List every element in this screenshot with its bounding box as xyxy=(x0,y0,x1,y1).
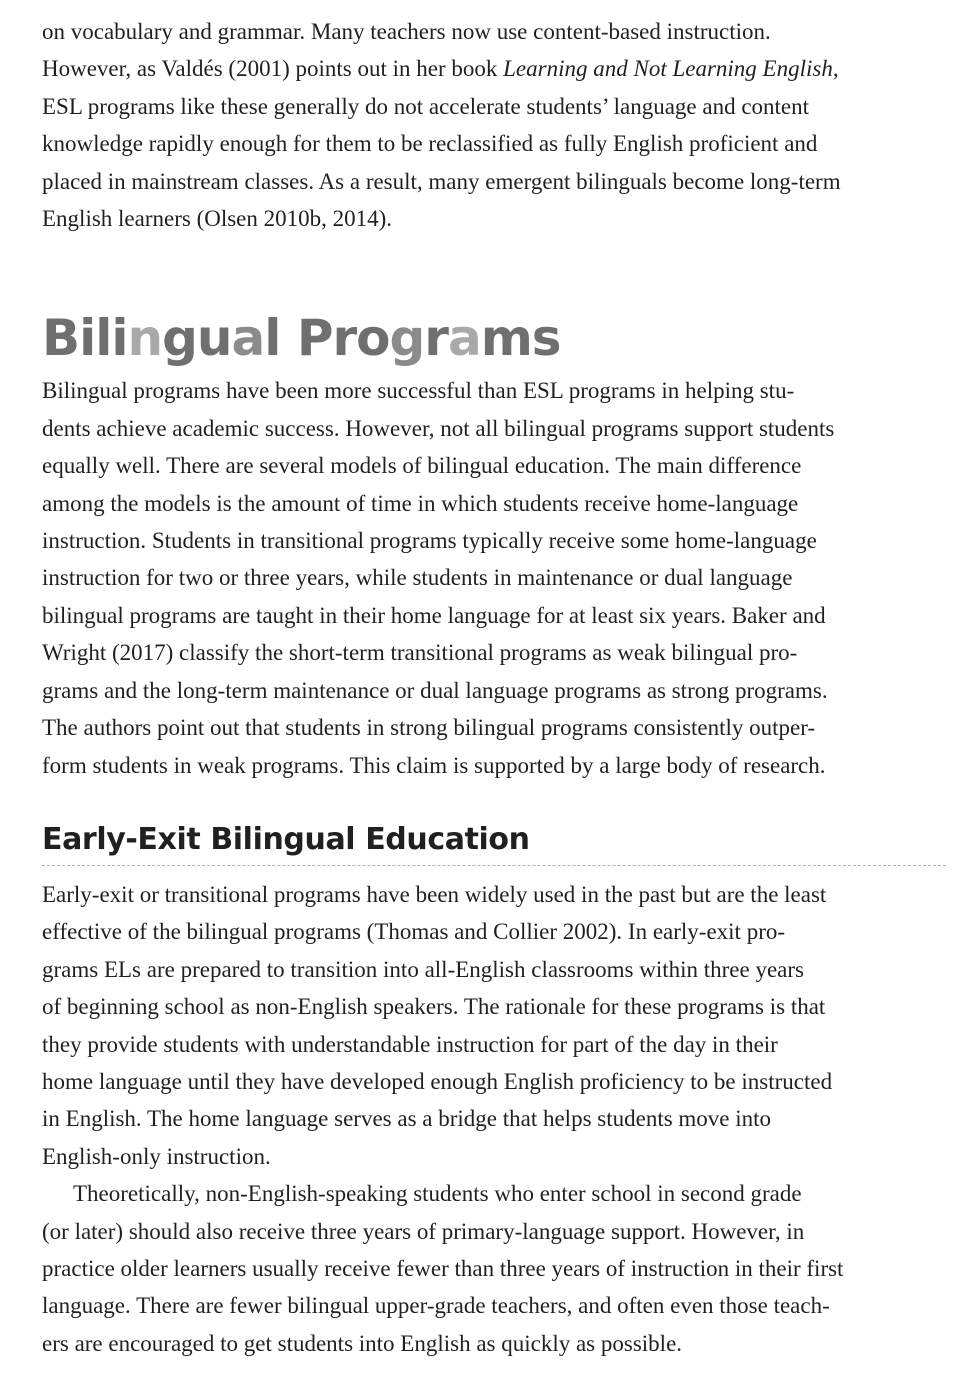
text-line: bilingual programs are taught in their home language for at least six years. Baker and xyxy=(42,602,826,628)
intro-paragraph xyxy=(42,13,946,237)
text-line xyxy=(42,50,946,87)
text-line: placed in mainstream classes. As a result, many emergent bilinguals become long-term xyxy=(42,168,841,194)
subsection-heading: Early-Exit Bilingual Education xyxy=(42,821,530,857)
text-line: language. There are fewer bilingual upper-grade teachers, and often even those teach- xyxy=(42,1293,830,1319)
text-line: instruction for two or three years, while students in maintenance or dual language xyxy=(42,565,793,591)
text-line: practice older learners usually receive fewer than three years of instruction in their first xyxy=(42,1255,844,1281)
heading-part: Bili xyxy=(42,309,128,368)
text-line: Theoretically, non-English-speaking students who enter school in second grade xyxy=(73,1181,802,1207)
text-line: knowledge rapidly enough for them to be reclassified as fully English proficient and xyxy=(42,131,818,157)
text-line: of beginning school as non-English speakers. The rationale for these programs is that xyxy=(42,994,826,1020)
text-line: grams and the long-term maintenance or dual language programs as strong programs. xyxy=(42,677,828,703)
heading-part: a xyxy=(231,309,265,368)
heading-divider xyxy=(42,865,946,866)
document-page xyxy=(42,13,946,1362)
text-line: ESL programs like these generally do not accelerate students’ language and content xyxy=(42,93,810,119)
text-line: (or later) should also receive three years of primary-language support. However, in xyxy=(42,1218,805,1244)
book-title: Learning and Not Learning English xyxy=(503,56,833,82)
heading-part: l Pro xyxy=(264,309,390,368)
text-line: English learners (Olsen 2010b, 2014). xyxy=(42,206,393,232)
heading-part: gu xyxy=(162,309,232,368)
text-line: instruction. Students in transitional programs typically receive some home-language xyxy=(42,528,817,554)
text-line: home language until they have developed enough English proficiency to be instructed xyxy=(42,1068,833,1094)
text-line: grams ELs are prepared to transition into all-English classrooms within three years xyxy=(42,956,804,982)
heading-part: g xyxy=(389,309,425,368)
early-exit-paragraph-continued xyxy=(42,1175,946,1362)
heading-part: ms xyxy=(480,309,561,368)
text-line: among the models is the amount of time in which students receive home-language xyxy=(42,490,799,516)
text-line: Early-exit or transitional programs have been widely used in the past but are the least xyxy=(42,881,827,907)
bilingual-programs-paragraph xyxy=(42,372,946,783)
text-segment: , xyxy=(832,56,839,82)
text-line: The authors point out that students in strong bilingual programs consistently outper- xyxy=(42,715,816,741)
text-segment: However, as Valdés (2001) points out in her book xyxy=(42,56,504,82)
early-exit-paragraph xyxy=(42,876,946,1175)
text-line: Bilingual programs have been more successful than ESL programs in helping stu- xyxy=(42,378,795,404)
text-line: Wright (2017) classify the short-term transitional programs as weak bilingual pro- xyxy=(42,640,798,666)
text-line: equally well. There are several models of bilingual education. The main difference xyxy=(42,453,802,479)
heading-part: n xyxy=(127,309,163,368)
text-line: ers are encouraged to get students into English as quickly as possible. xyxy=(42,1330,683,1356)
text-line: English-only instruction. xyxy=(42,1143,271,1169)
heading-part: a xyxy=(447,309,481,368)
heading-part: r xyxy=(424,309,448,368)
text-line: dents achieve academic success. However, not all bilingual programs support students xyxy=(42,415,835,441)
section-heading xyxy=(42,308,946,368)
text-line: in English. The home language serves as a bridge that helps students move into xyxy=(42,1106,772,1132)
text-line: they provide students with understandable instruction for part of the day in their xyxy=(42,1031,778,1057)
text-line: effective of the bilingual programs (Thomas and Collier 2002). In early-exit pro- xyxy=(42,919,786,945)
text-line: on vocabulary and grammar. Many teachers now use content-based instruction. xyxy=(42,19,771,44)
text-line: form students in weak programs. This claim is supported by a large body of research. xyxy=(42,752,826,778)
